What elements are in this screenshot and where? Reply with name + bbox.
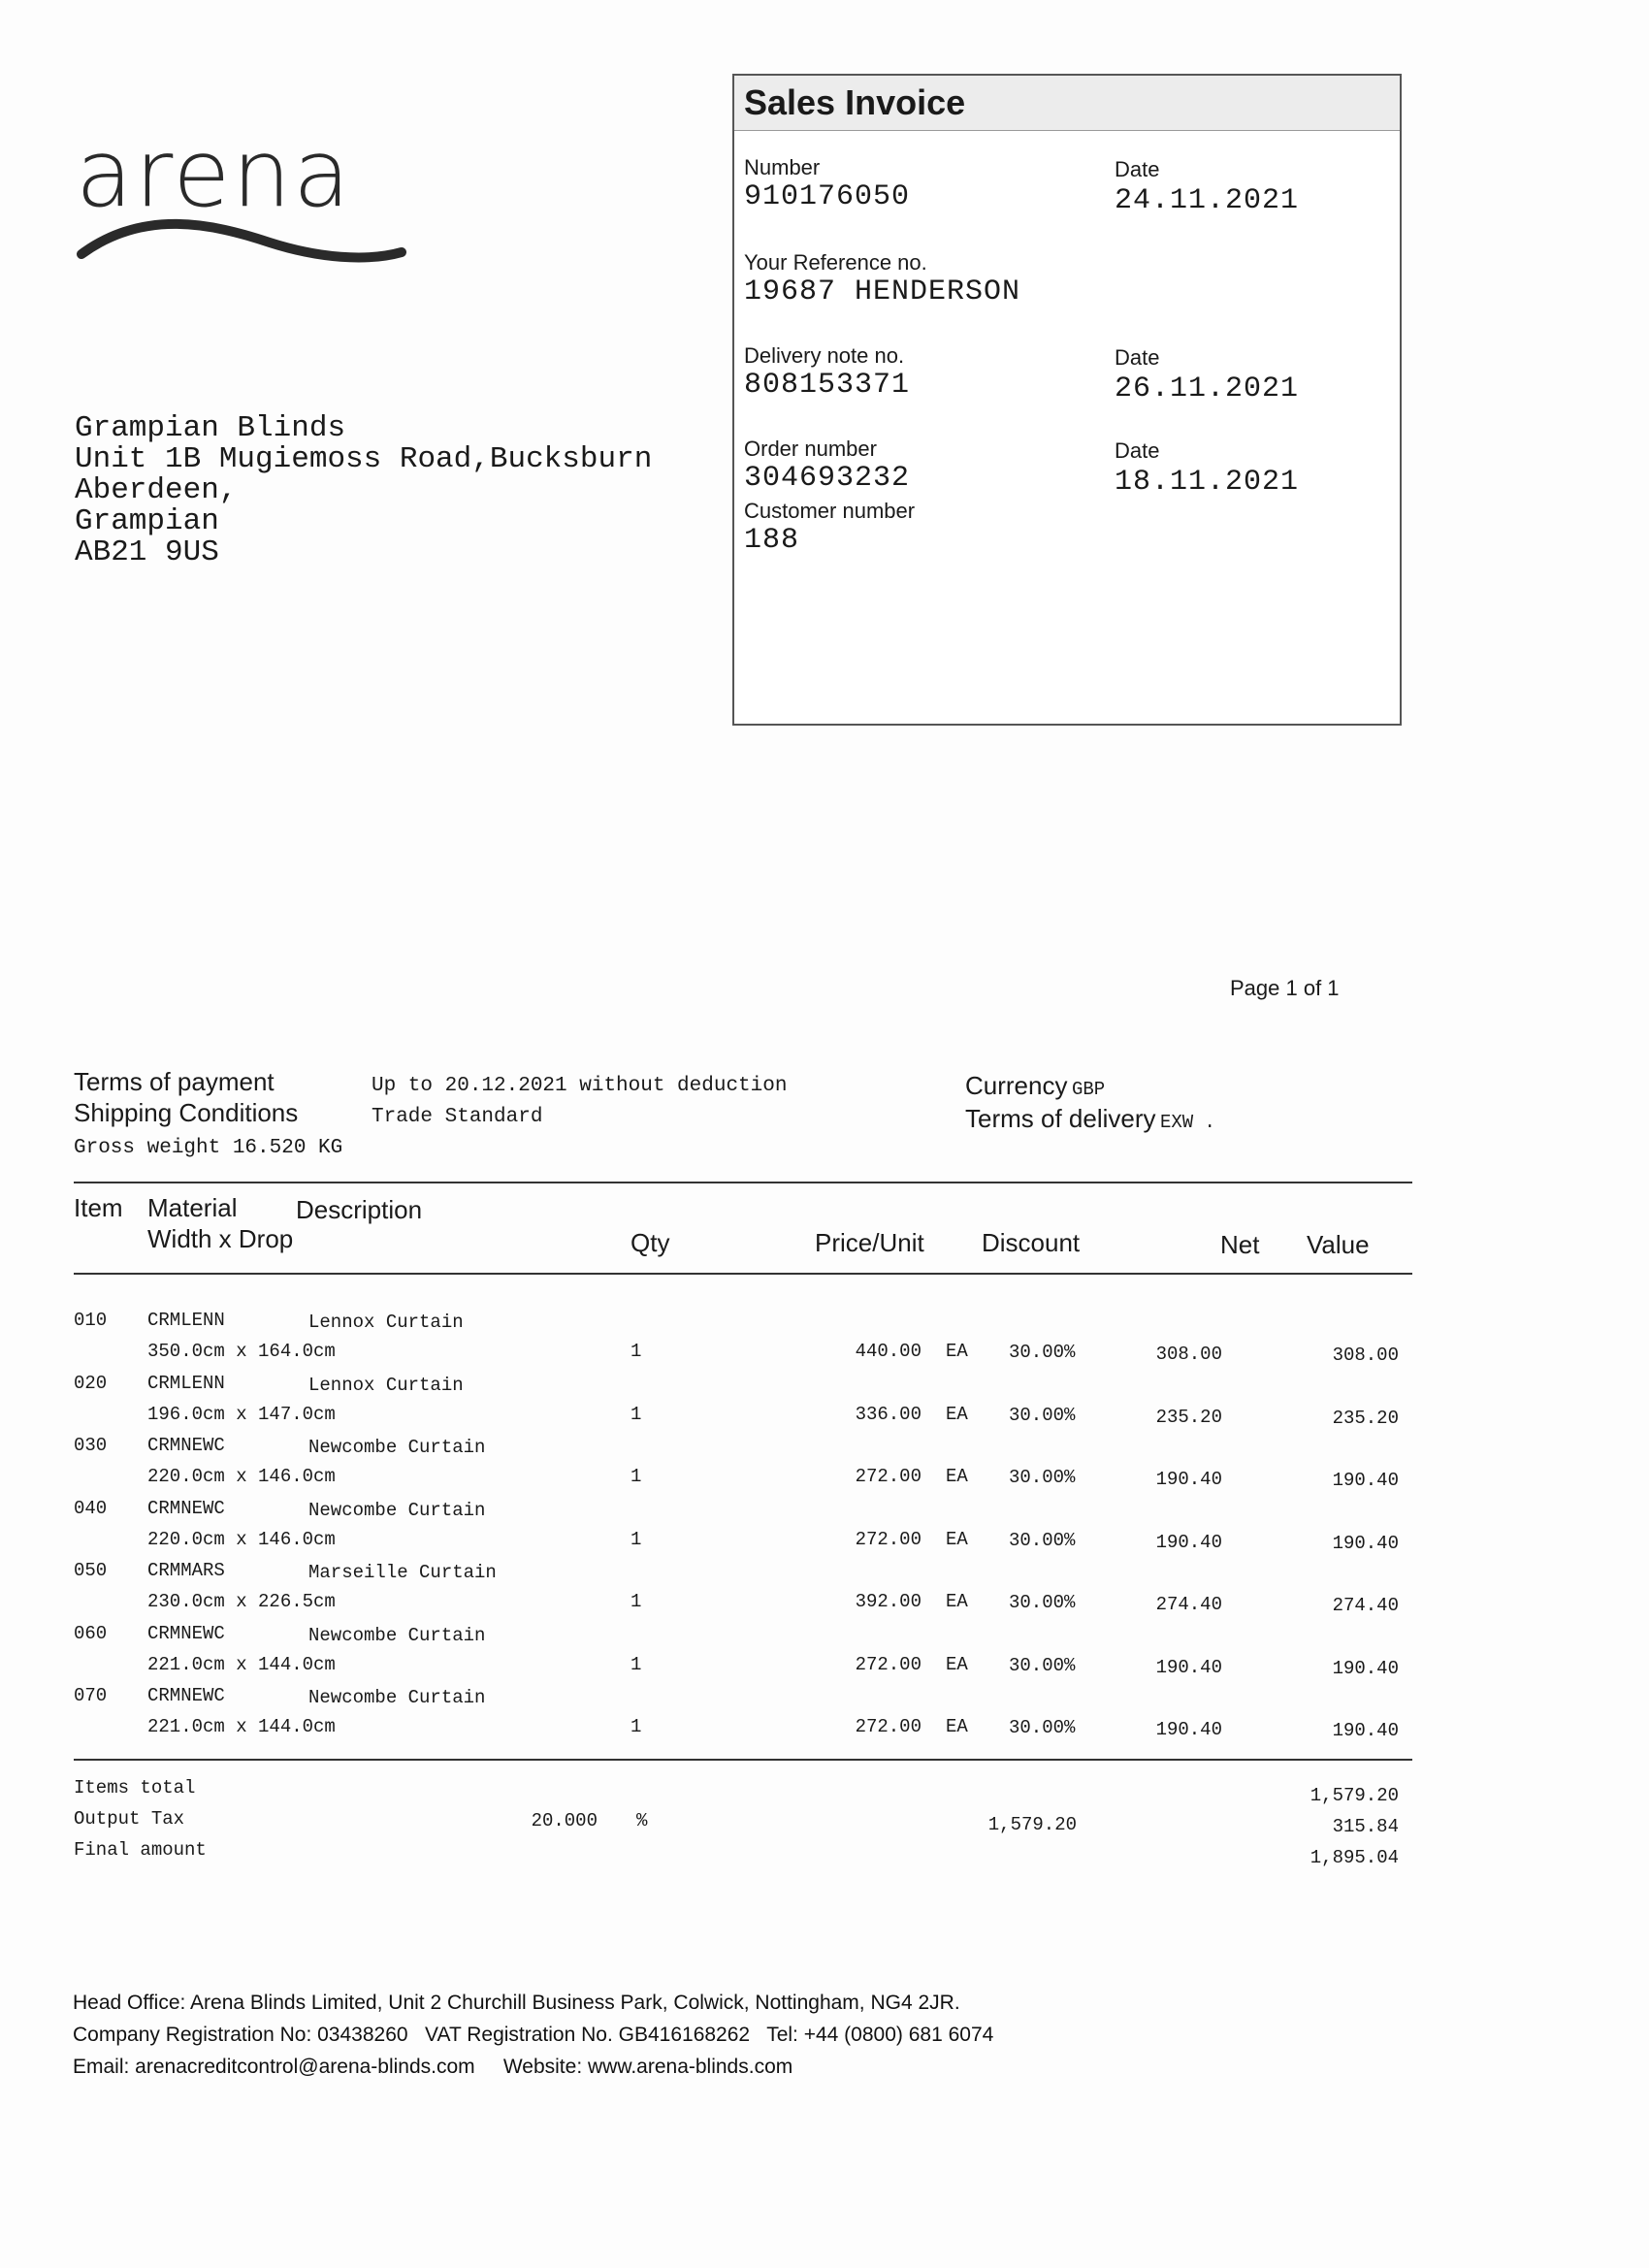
output-tax-label: Output Tax [74, 1808, 185, 1830]
item-qty: 1 [630, 1716, 642, 1737]
col-value: Value [1307, 1230, 1370, 1259]
col-price-unit: Price/Unit [815, 1228, 924, 1257]
item-size: 220.0cm x 146.0cm [147, 1466, 336, 1487]
col-net: Net [1220, 1230, 1260, 1259]
item-discount: 30.00% [1009, 1467, 1076, 1488]
item-value: 190.40 [1332, 1532, 1399, 1554]
item-net: 190.40 [1155, 1719, 1222, 1740]
address-line: AB21 9US [75, 535, 219, 569]
invoice-title: Sales Invoice [734, 76, 1400, 131]
delivery-date-label: Date [1115, 345, 1160, 370]
material-code: CRMLENN [147, 1310, 225, 1331]
item-price: 272.00 [855, 1466, 922, 1487]
item-description: Lennox Curtain [308, 1312, 464, 1333]
output-tax-percent: % [636, 1810, 648, 1831]
item-discount: 30.00% [1009, 1342, 1076, 1363]
item-qty: 1 [630, 1403, 642, 1425]
item-net: 235.20 [1155, 1406, 1222, 1428]
customer-number: 188 [744, 524, 800, 557]
reference-number: 19687 HENDERSON [744, 275, 1021, 308]
item-price: 392.00 [855, 1591, 922, 1612]
shipping-conditions-label: Shipping Conditions [74, 1098, 299, 1127]
item-discount: 30.00% [1009, 1592, 1076, 1613]
item-value: 274.40 [1332, 1595, 1399, 1616]
item-price: 272.00 [855, 1716, 922, 1737]
item-value: 190.40 [1332, 1470, 1399, 1491]
item-value: 190.40 [1332, 1657, 1399, 1679]
header-bottom-rule [74, 1273, 1412, 1275]
item-qty: 1 [630, 1653, 642, 1675]
item-number: 010 [74, 1310, 108, 1331]
item-discount: 30.00% [1009, 1654, 1076, 1676]
company-footer [73, 1987, 993, 2083]
item-unit: EA [946, 1528, 968, 1550]
currency-label: Currency [965, 1071, 1068, 1100]
item-discount: 30.00% [1009, 1404, 1076, 1426]
invoice-number: 910176050 [744, 180, 911, 213]
col-width-drop: Width x Drop [147, 1224, 294, 1253]
item-value: 235.20 [1332, 1407, 1399, 1429]
company-logo [76, 116, 415, 272]
item-qty: 1 [630, 1528, 642, 1550]
footer-line: Head Office: Arena Blinds Limited, Unit 2 Churchill Business Park, Colwick, Nottingham, NG4 2JR. [73, 1992, 960, 2014]
currency-field [965, 1071, 1105, 1101]
item-unit: EA [946, 1403, 968, 1425]
item-unit: EA [946, 1653, 968, 1675]
order-date-label: Date [1115, 438, 1160, 463]
items-total-label: Items total [74, 1777, 196, 1798]
reference-label: Your Reference no. [744, 250, 927, 275]
item-number: 070 [74, 1685, 108, 1706]
final-amount-value: 1,895.04 [1310, 1847, 1399, 1868]
delivery-date: 26.11.2021 [1115, 373, 1300, 405]
item-value: 190.40 [1332, 1720, 1399, 1741]
item-unit: EA [946, 1716, 968, 1737]
delivery-note-label: Delivery note no. [744, 343, 905, 368]
material-code: CRMMARS [147, 1560, 225, 1581]
currency-value: GBP [1071, 1079, 1106, 1100]
item-net: 308.00 [1155, 1344, 1222, 1365]
item-net: 190.40 [1155, 1469, 1222, 1490]
item-description: Newcombe Curtain [308, 1437, 486, 1458]
item-size: 220.0cm x 146.0cm [147, 1528, 336, 1550]
item-unit: EA [946, 1466, 968, 1487]
invoice-number-label: Number [744, 155, 821, 179]
item-unit: EA [946, 1591, 968, 1612]
invoice-date: 24.11.2021 [1115, 184, 1300, 217]
item-qty: 1 [630, 1591, 642, 1612]
terms-of-payment: Up to 20.12.2021 without deduction [372, 1075, 788, 1097]
item-description: Newcombe Curtain [308, 1624, 486, 1646]
item-price: 336.00 [855, 1403, 922, 1425]
output-tax-rate: 20.000 [531, 1810, 598, 1831]
item-size: 350.0cm x 164.0cm [147, 1341, 336, 1362]
item-price: 272.00 [855, 1653, 922, 1675]
item-price: 440.00 [855, 1341, 922, 1362]
material-code: CRMLENN [147, 1372, 225, 1394]
address-line: Grampian [75, 504, 219, 538]
gross-weight: Gross weight 16.520 KG [74, 1137, 343, 1159]
output-tax-value: 315.84 [1332, 1816, 1399, 1837]
item-number: 040 [74, 1497, 108, 1519]
order-date: 18.11.2021 [1115, 466, 1300, 499]
shipping-conditions: Trade Standard [372, 1106, 543, 1128]
address-line: Grampian Blinds [75, 411, 346, 445]
item-description: Newcombe Curtain [308, 1499, 486, 1521]
delivery-terms-field [965, 1104, 1215, 1134]
item-qty: 1 [630, 1341, 642, 1362]
terms-of-payment-label: Terms of payment [74, 1067, 275, 1096]
item-net: 190.40 [1155, 1656, 1222, 1678]
item-number: 030 [74, 1435, 108, 1456]
item-number: 050 [74, 1560, 108, 1581]
delivery-terms-value: EXW . [1159, 1112, 1215, 1133]
output-tax-base: 1,579.20 [987, 1814, 1077, 1835]
final-amount-label: Final amount [74, 1839, 207, 1861]
item-size: 221.0cm x 144.0cm [147, 1716, 336, 1737]
item-price: 272.00 [855, 1528, 922, 1550]
item-size: 230.0cm x 226.5cm [147, 1591, 336, 1612]
item-number: 060 [74, 1622, 108, 1644]
customer-address [75, 413, 652, 568]
delivery-note-number: 808153371 [744, 369, 911, 402]
item-unit: EA [946, 1341, 968, 1362]
material-code: CRMNEWC [147, 1497, 225, 1519]
item-number: 020 [74, 1372, 108, 1394]
logo-wordmark: arena [76, 119, 352, 228]
col-material: Material [147, 1193, 238, 1222]
customer-number-label: Customer number [744, 499, 916, 523]
item-size: 196.0cm x 147.0cm [147, 1403, 336, 1425]
item-description: Lennox Curtain [308, 1374, 464, 1396]
header-top-rule [74, 1182, 1412, 1183]
delivery-terms-label: Terms of delivery [965, 1104, 1156, 1133]
item-value: 308.00 [1332, 1345, 1399, 1366]
address-line: Aberdeen, [75, 473, 238, 507]
col-item: Item [74, 1193, 123, 1222]
invoice-date-label: Date [1115, 157, 1160, 181]
page-indicator: Page 1 of 1 [1230, 976, 1340, 1000]
order-number-label: Order number [744, 437, 877, 461]
item-net: 190.40 [1155, 1531, 1222, 1553]
invoice-details-box [732, 74, 1402, 726]
col-qty: Qty [630, 1228, 670, 1257]
material-code: CRMNEWC [147, 1685, 225, 1706]
items-bottom-rule [74, 1759, 1412, 1761]
col-discount: Discount [982, 1228, 1081, 1257]
item-discount: 30.00% [1009, 1529, 1076, 1551]
item-qty: 1 [630, 1466, 642, 1487]
material-code: CRMNEWC [147, 1435, 225, 1456]
address-line: Unit 1B Mugiemoss Road,Bucksburn [75, 442, 653, 476]
order-number: 304693232 [744, 462, 911, 495]
footer-line: Email: arenacreditcontrol@arena-blinds.com Website: www.arena-blinds.com [73, 2056, 793, 2078]
logo-wave-icon [81, 224, 402, 258]
items-total-value: 1,579.20 [1310, 1785, 1399, 1806]
item-net: 274.40 [1155, 1594, 1222, 1615]
item-size: 221.0cm x 144.0cm [147, 1653, 336, 1675]
item-description: Newcombe Curtain [308, 1687, 486, 1708]
item-description: Marseille Curtain [308, 1562, 497, 1583]
col-description: Description [296, 1195, 423, 1224]
footer-line: Company Registration No: 03438260 VAT Registration No. GB416168262 Tel: +44 (0800) 681 6074 [73, 2024, 994, 2046]
item-discount: 30.00% [1009, 1717, 1076, 1738]
material-code: CRMNEWC [147, 1622, 225, 1644]
